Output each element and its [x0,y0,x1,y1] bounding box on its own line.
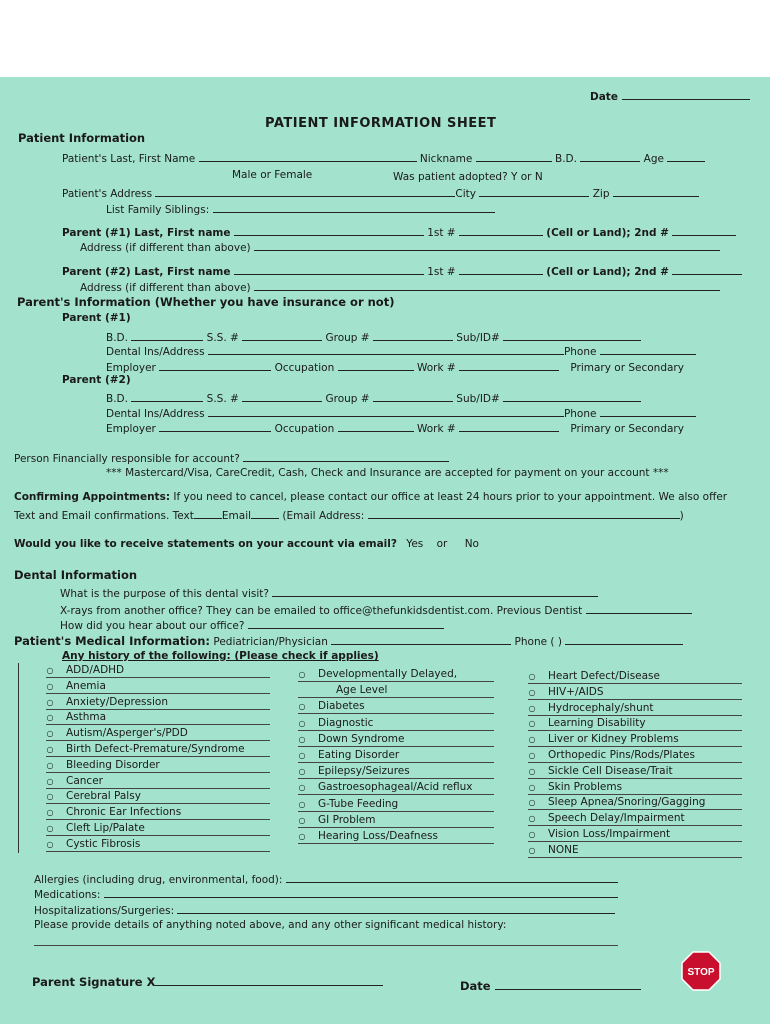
details-label: Please provide details of anything noted above, and any other significant medical history: [34,919,507,931]
condition-item[interactable] [296,830,438,843]
hospitalizations-row[interactable] [34,903,615,918]
checkbox-circle-icon[interactable]: ○ [528,766,536,776]
row-divider [46,677,270,678]
condition-item[interactable] [44,696,168,709]
stop-sign-icon [681,951,721,991]
row-divider [298,681,494,682]
confirming-row1 [14,491,727,504]
row-divider [298,697,494,698]
medical-heading: Patient's Medical Information: [14,634,211,648]
statements-question: Would you like to receive statements on your account via email? [14,538,397,550]
row-divider [298,811,494,812]
condition-item[interactable] [44,790,141,803]
age-label: Age [643,153,664,165]
payment-accepted-note: *** Mastercard/Visa, CareCredit, Cash, Check and Insurance are accepted for payment on your account *** [106,467,669,479]
date-field[interactable] [590,89,750,104]
condition-label: Anemia [66,679,106,692]
condition-label: Autism/Asperger's/PDD [66,727,188,740]
row-divider [528,841,742,842]
row-divider [46,724,270,725]
condition-item[interactable] [296,684,387,697]
condition-label: Cystic Fibrosis [66,837,141,850]
condition-label: Cerebral Palsy [66,790,141,803]
parent2-phone2-label: (Cell or Land); 2nd # [546,266,669,278]
row-divider [298,713,494,714]
condition-item[interactable] [296,717,373,730]
statements-row[interactable] [14,538,479,551]
checkbox-circle-icon[interactable]: ○ [46,760,54,770]
checkbox-circle-icon[interactable]: ○ [528,703,536,713]
condition-item[interactable] [296,749,399,762]
condition-label: Sickle Cell Disease/Trait [548,764,673,777]
condition-label: Speech Delay/Impairment [548,812,685,825]
parent1-ins-row[interactable] [106,330,641,345]
siblings-row[interactable] [106,202,495,217]
parent1-subheading: Parent (#1) [62,312,131,324]
confirming-text: If you need to cancel, please contact our office at least 24 hours prior to your appointment. We also offer [173,491,728,503]
condition-item[interactable] [44,806,181,819]
condition-label: Age Level [336,684,388,697]
medications-label: Medications: [34,889,101,901]
p2-group-label: Group # [325,393,370,405]
row-divider [46,756,270,757]
row-divider [298,730,494,731]
checkbox-circle-icon[interactable]: ○ [528,782,536,792]
hospitalizations-label: Hospitalizations/Surgeries: [34,905,175,917]
condition-item[interactable] [296,814,376,827]
condition-label: Heart Defect/Disease [548,670,660,682]
p1-occupation-label: Occupation [274,362,335,374]
condition-item[interactable] [526,749,695,762]
email-address-label: (Email Address: [282,510,365,522]
row-divider [46,709,270,710]
signature-label: Parent Signature X [32,975,156,989]
condition-item[interactable] [526,781,622,794]
parent1-employer-row[interactable] [106,360,684,375]
condition-label: Down Syndrome [318,732,405,745]
checkbox-circle-icon[interactable]: ○ [298,783,306,793]
condition-label: Asthma [66,711,107,724]
patient-info-heading: Patient Information [18,131,146,145]
history-instruction: Any history of the following: (Please check if applies) [62,650,379,662]
row-divider [298,762,494,763]
checkbox-circle-icon[interactable]: ○ [46,666,54,675]
stop-sign-text: STOP [687,967,715,978]
row-divider [46,740,270,741]
nickname-label: Nickname [419,153,473,165]
xrays-label: X-rays from another office? They can be emailed to office@thefunkidsdentist.com. Previous Dentist [60,605,583,617]
checkbox-circle-icon[interactable]: ○ [528,814,536,824]
p1-bd-label: B.D. [106,332,128,344]
referral-row[interactable] [60,618,444,633]
referral-label: How did you hear about our office? [60,620,245,632]
signature-row[interactable] [32,975,383,989]
row-divider [298,794,494,795]
checkbox-circle-icon[interactable]: ○ [298,734,306,744]
row-divider [46,851,270,852]
checkbox-circle-icon[interactable]: ○ [528,845,536,855]
condition-label: Birth Defect-Premature/Syndrome [66,743,245,755]
p1-ss-label: S.S. # [206,332,239,344]
condition-item[interactable] [526,796,705,809]
checkbox-circle-icon[interactable]: ○ [46,839,54,849]
row-divider [46,835,270,836]
checkbox-circle-icon[interactable]: ○ [528,735,536,745]
confirming-row2[interactable] [14,508,684,523]
checkbox-circle-icon[interactable]: ○ [528,798,536,808]
financial-row[interactable] [14,451,449,466]
physician-phone-label: Phone ( ) [514,636,562,648]
condition-label: Vision Loss/Impairment [548,828,671,840]
condition-label: Hydrocephaly/shunt [548,701,654,714]
condition-item[interactable] [44,743,245,756]
purpose-label: What is the purpose of this dental visit? [60,588,269,600]
condition-item[interactable] [296,798,398,811]
signature-date-label: Date [460,979,491,993]
patient-name-row[interactable] [62,151,705,166]
row-divider [46,803,270,804]
physician-label: Pediatrician/Physician [213,636,328,648]
parent2-address-label: Address (if different than above) [80,282,251,294]
medications-row[interactable] [34,887,618,902]
condition-label: Liver or Kidney Problems [548,733,679,746]
dental-info-heading: Dental Information [14,568,138,582]
checkbox-circle-icon[interactable]: ○ [46,697,54,707]
email-confirm-label: Email [221,510,252,522]
condition-label: NONE [548,843,579,856]
visit-purpose-row[interactable] [60,586,598,601]
checkbox-circle-icon[interactable]: ○ [528,751,536,760]
condition-label: Sleep Apnea/Snoring/Gagging [548,796,706,809]
checkbox-circle-icon[interactable]: ○ [46,824,54,833]
condition-item[interactable] [526,828,670,841]
sex-label: Male or Female [232,169,313,181]
row-divider [528,730,742,731]
row-divider [528,699,742,700]
statements-yes-option[interactable]: Yes [406,538,424,550]
p2-phone-label: Phone [563,408,597,420]
p1-phone-label: Phone [563,346,597,358]
row-divider [528,794,742,795]
condition-item[interactable] [526,702,654,715]
city-label: City [455,188,477,200]
row-divider [528,715,742,716]
row-divider [528,762,742,763]
condition-item[interactable] [296,733,405,746]
condition-item[interactable] [44,838,140,851]
condition-item[interactable] [44,711,106,724]
p2-work-label: Work # [416,423,456,435]
statements-no-option[interactable]: No [464,538,479,550]
condition-label: Cancer [66,774,103,787]
condition-label: Diabetes [318,700,365,713]
row-divider [528,746,742,747]
condition-item[interactable] [296,668,457,681]
condition-item[interactable] [44,680,106,693]
checkbox-circle-icon[interactable]: ○ [528,672,536,681]
checkbox-circle-icon[interactable]: ○ [46,808,54,818]
condition-label: GI Problem [318,813,376,826]
checkbox-circle-icon[interactable]: ○ [298,718,306,728]
condition-label: Epilepsy/Seizures [318,765,410,778]
condition-label: Cleft Lip/Palate [66,822,145,834]
checkbox-circle-icon[interactable]: ○ [528,830,536,839]
condition-item[interactable] [296,765,410,778]
checkbox-circle-icon[interactable]: ○ [298,751,306,760]
text-confirm-label: Text and Email confirmations. Text [14,510,194,522]
condition-item[interactable] [526,686,604,699]
row-divider [298,778,494,779]
condition-label: G-Tube Feeding [318,797,399,810]
condition-item[interactable] [44,759,160,772]
checkbox-circle-icon[interactable]: ○ [46,729,54,739]
p1-work-label: Work # [416,362,456,374]
checkbox-circle-icon[interactable]: ○ [528,719,536,729]
checkbox-circle-icon[interactable]: ○ [298,702,306,712]
p2-dental-label: Dental Ins/Address [106,408,205,420]
checkbox-circle-icon[interactable]: ○ [528,687,536,697]
checkbox-circle-icon[interactable]: ○ [46,745,54,754]
condition-label: Gastroesophageal/Acid reflux [318,781,473,794]
checkbox-circle-icon[interactable]: ○ [46,792,54,802]
parent2-address-row[interactable] [80,280,720,295]
condition-label: Developmentally Delayed, [318,668,458,680]
row-divider [528,809,742,810]
condition-item[interactable] [296,700,365,713]
p1-primary-label: Primary or Secondary [570,362,684,374]
parent1-label: Parent (#1) Last, First name [62,227,231,239]
row-divider [46,772,270,773]
xrays-row[interactable] [60,603,692,618]
condition-item[interactable] [526,765,673,778]
signature-date-row[interactable] [460,979,641,993]
parent2-subheading: Parent (#2) [62,374,131,386]
condition-item[interactable] [44,775,103,788]
condition-label: Orthopedic Pins/Rods/Plates [548,749,695,761]
condition-item[interactable] [526,844,579,857]
parent1-phone1-label: 1st # [427,227,456,239]
parent2-row[interactable] [62,264,742,279]
condition-label: Chronic Ear Infections [66,806,182,819]
allergies-label: Allergies (including drug, environmental, food): [34,874,283,886]
condition-label: Diagnostic [318,716,374,729]
checkbox-circle-icon[interactable]: ○ [298,670,306,679]
confirming-heading: Confirming Appointments: [14,491,171,503]
p2-bd-label: B.D. [106,393,128,405]
checkbox-circle-icon[interactable]: ○ [46,681,54,691]
condition-label: Skin Problems [548,780,623,793]
p1-group-label: Group # [325,332,370,344]
row-divider [298,827,494,828]
parent2-phone1-label: 1st # [427,266,456,278]
condition-label: Bleeding Disorder [66,758,160,771]
siblings-label: List Family Siblings: [106,204,210,216]
p2-subid-label: Sub/ID# [456,393,500,405]
checkbox-circle-icon[interactable]: ○ [46,776,54,786]
parent1-address-row[interactable] [80,240,720,255]
allergies-row[interactable] [34,872,618,887]
condition-item[interactable] [44,822,145,835]
row-divider [528,683,742,684]
condition-item[interactable] [44,664,124,677]
row-divider [46,788,270,789]
condition-item[interactable] [44,727,188,740]
condition-label: ADD/ADHD [66,664,125,676]
checkbox-circle-icon[interactable]: ○ [298,815,306,825]
medical-physician-row[interactable] [14,634,683,649]
patient-name-label: Patient's Last, First Name [62,153,196,165]
row-divider [298,843,494,844]
bd-label: B.D. [555,153,577,165]
row-divider [528,778,742,779]
p2-occupation-label: Occupation [274,423,335,435]
parent1-phone2-label: (Cell or Land); 2nd # [546,227,669,239]
condition-label: Eating Disorder [318,749,400,761]
condition-item[interactable] [526,717,646,730]
row-divider [46,819,270,820]
p2-employer-label: Employer [106,423,156,435]
p1-employer-label: Employer [106,362,156,374]
p2-primary-label: Primary or Secondary [570,423,684,435]
condition-label: Learning Disability [548,717,646,730]
page-title: PATIENT INFORMATION SHEET [265,116,497,131]
parent1-address-label: Address (if different than above) [80,242,251,254]
p1-dental-label: Dental Ins/Address [106,346,205,358]
parent2-label: Parent (#2) Last, First name [62,266,231,278]
checkbox-circle-icon[interactable]: ○ [46,713,54,723]
checkbox-circle-icon[interactable]: ○ [298,832,306,841]
checkbox-circle-icon[interactable]: ○ [298,767,306,777]
date-label: Date [590,91,618,103]
checkbox-circle-icon[interactable]: ○ [298,799,306,809]
condition-item[interactable] [526,733,679,746]
parent1-dental-row[interactable] [106,344,696,359]
row-divider [46,693,270,694]
parent1-row[interactable] [62,225,736,240]
parent2-ins-row[interactable] [106,391,641,406]
p1-subid-label: Sub/ID# [456,332,500,344]
parents-info-heading: Parent's Information (Whether you have insurance or not) [17,295,395,309]
condition-label: HIV+/AIDS [548,685,604,698]
condition-label: Hearing Loss/Deafness [318,830,438,842]
statements-or: or [436,538,448,550]
close-paren: ) [679,510,684,522]
p2-ss-label: S.S. # [206,393,239,405]
patient-address-row[interactable] [62,186,699,201]
zip-label: Zip [592,188,610,200]
condition-item[interactable] [526,812,685,825]
parent2-employer-row[interactable] [106,421,684,436]
row-divider [528,825,742,826]
address-label: Patient's Address [62,188,153,200]
condition-item[interactable] [526,670,660,683]
row-divider [528,857,742,858]
details-line[interactable] [34,945,618,946]
financial-label: Person Financially responsible for account? [14,453,240,465]
condition-label: Anxiety/Depression [66,695,168,708]
parent2-dental-row[interactable] [106,406,696,421]
adopted-label: Was patient adopted? Y or N [393,171,543,183]
condition-item[interactable] [296,781,473,794]
row-divider [298,746,494,747]
